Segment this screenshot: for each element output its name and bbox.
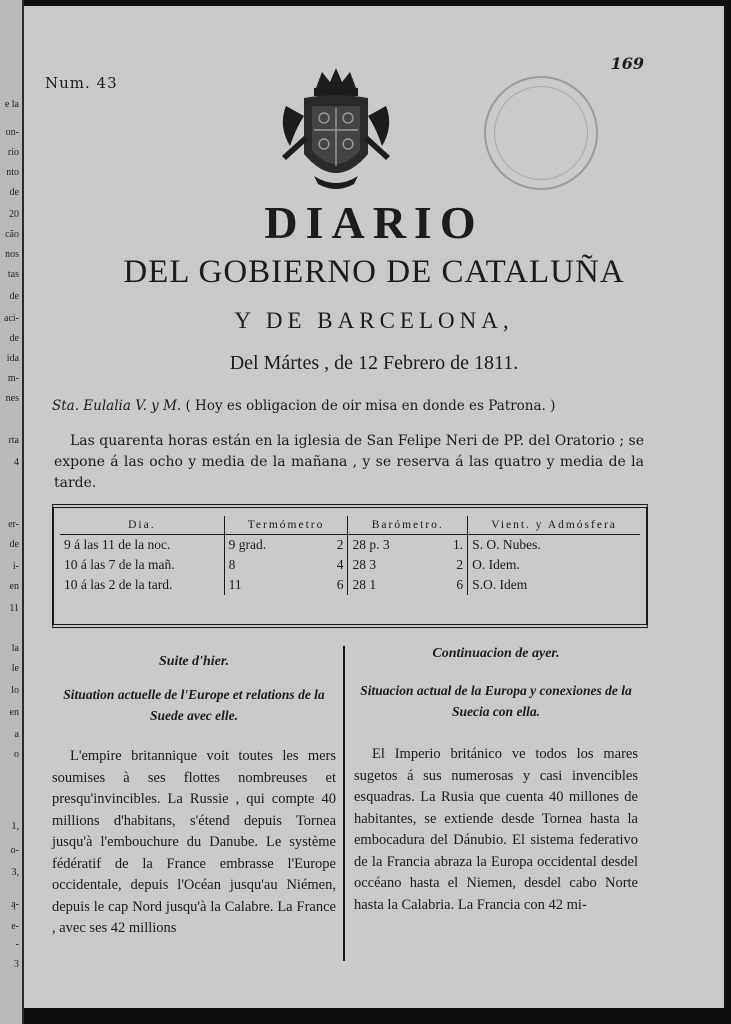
weather-row <box>60 555 640 575</box>
spanish-column-subheading: Situacion actual de la Europa y conexiones de la Suecia con ella. <box>360 683 632 719</box>
barometer-inches: 28 3 <box>352 557 377 572</box>
adjacent-page-text-fragment: nto <box>6 167 19 178</box>
adjacent-page-text-fragment: nos <box>5 249 19 260</box>
masthead-subtitle: DEL GOBIERNO DE CATALUÑA <box>123 254 625 290</box>
weather-header-wind: Vient. y Admósfera <box>468 516 640 535</box>
adjacent-page-text-fragment: 4 <box>14 457 19 468</box>
spanish-column <box>354 646 638 916</box>
thermometer-fraction: 4 <box>336 557 344 572</box>
adjacent-page-text-fragment: de <box>9 539 19 550</box>
royal-coat-of-arms-icon <box>274 66 398 198</box>
adjacent-page-text-fragment: 11 <box>9 603 19 614</box>
adjacent-page-text-fragment: o- <box>10 845 19 856</box>
weather-thermometer <box>224 555 348 575</box>
adjacent-page-edge <box>0 0 24 1024</box>
adjacent-page-text-fragment: m- <box>7 373 19 384</box>
adjacent-page-text-fragment: rta <box>8 435 19 446</box>
weather-barometer <box>348 535 468 556</box>
weather-thermometer <box>224 535 348 556</box>
adjacent-page-text-fragment: o <box>14 749 19 760</box>
forty-hours-notice: Las quarenta horas están en la iglesia de San Felipe Neri de PP. del Oratorio ; se expone á las ocho y media de la mañana , y se reserva á las quatro y media de la tarde. <box>54 433 644 491</box>
adjacent-page-text-fragment: rio <box>7 147 19 158</box>
masthead-subtitle-2: Y DE BARCELONA, <box>234 308 514 333</box>
adjacent-page-text-fragment: en <box>9 581 19 592</box>
french-column-subheading: Situation actuelle de l'Europe et relations de la Suede avec elle. <box>63 687 325 723</box>
thermometer-degrees: 11 <box>228 577 242 592</box>
adjacent-page-text-fragment: i- <box>12 561 19 572</box>
french-column-body: L'empire britannique voit toutes les mers soumises à ses flottes nombreuses et presqu'invincibles. La Russie , qui compte 40 millions d'habitans, s'étend depuis Tornea jusqu'à l'embouchure du Danube. Le système fédératif de la France embrasse l'Europe occidentale, depuis l'Océan jusqu'au Niémen, depuis le cap Nord jusqu'à la Calabre. La France , avec ses 42 millions <box>52 748 336 936</box>
issue-number: Num. 43 <box>45 74 118 92</box>
spanish-column-body: El Imperio británico ve todos los mares sugetos á sus numerosas y casi invencibles esquadras. La Rusia que cuenta 40 millones de habitantes, se extiende desde Tornea hasta la embocadura del Dánubio. El sistema federativo de la Francia abraza la Europa occidental desdel occéano hasta el Niemen, desdel cabo Norte hasta la Calabria. La Francia con 42 mi- <box>354 746 638 913</box>
adjacent-page-text-fragment: a <box>14 729 19 740</box>
weather-barometer <box>348 555 468 575</box>
adjacent-page-text-fragment: tas <box>7 269 19 280</box>
adjacent-page-text-fragment: aci- <box>4 313 19 324</box>
weather-header-thermometer: Termómetro <box>224 516 348 535</box>
library-stamp-icon <box>484 76 598 190</box>
adjacent-page-text-fragment: e- <box>11 921 19 932</box>
weather-wind: S.O. Idem <box>472 577 528 592</box>
adjacent-page-text-fragment: e la <box>4 99 19 110</box>
adjacent-page-text-fragment: nes <box>5 393 19 404</box>
adjacent-page-text-fragment: lo <box>11 685 19 696</box>
adjacent-page-text-fragment: en <box>9 707 19 718</box>
weather-barometer <box>348 575 468 595</box>
newspaper-page <box>24 6 724 1008</box>
weather-row <box>60 575 640 595</box>
weather-time: 10 á las 2 de la tard. <box>60 575 224 595</box>
saint-note: ( Hoy es obligacion de oir misa en donde es Patrona. ) <box>185 398 556 414</box>
adjacent-page-text-fragment: cão <box>5 229 19 240</box>
weather-thermometer <box>224 575 348 595</box>
weather-time: 9 á las 11 de la noc. <box>60 535 224 556</box>
adjacent-page-text-fragment: ida <box>6 353 19 364</box>
adjacent-page-text-fragment: 1, <box>11 821 19 832</box>
barometer-lines: 6 <box>456 577 464 592</box>
weather-row <box>60 535 640 556</box>
issue-date: Del Mártes , de 12 Febrero de 1811. <box>229 352 519 374</box>
french-column-heading: Suite d'hier. <box>158 654 230 669</box>
weather-table <box>60 516 640 595</box>
barometer-inches: 28 1 <box>352 577 377 592</box>
masthead-title: DIARIO <box>264 197 484 248</box>
adjacent-page-text-fragment: de <box>9 187 19 198</box>
barometer-lines: 2 <box>456 557 464 572</box>
adjacent-page-text-fragment: er- <box>8 519 19 530</box>
weather-header-day: Dia. <box>60 516 224 535</box>
weather-time: 10 á las 7 de la mañ. <box>60 555 224 575</box>
saint-name: Sta. Eulalia V. y M. <box>52 398 182 414</box>
adjacent-page-text-fragment: 20 <box>9 209 19 220</box>
adjacent-page-text-fragment: 3, <box>11 867 19 878</box>
barometer-lines: 1. <box>452 537 464 552</box>
french-column <box>52 654 336 940</box>
saint-of-the-day <box>52 398 692 414</box>
adjacent-page-text-fragment: on- <box>5 127 19 138</box>
column-divider <box>343 646 345 961</box>
weather-wind: O. Idem. <box>472 557 520 572</box>
weather-header-barometer: Barómetro. <box>348 516 468 535</box>
adjacent-page-text-fragment: ą- <box>11 899 19 910</box>
weather-wind: S. O. Nubes. <box>472 537 541 552</box>
weather-table-frame <box>52 504 648 628</box>
adjacent-page-text-fragment: 3 <box>14 959 19 970</box>
thermometer-degrees: 9 grad. <box>228 537 267 552</box>
adjacent-page-text-fragment: de <box>9 333 19 344</box>
adjacent-page-text-fragment: de <box>9 291 19 302</box>
barometer-inches: 28 p. 3 <box>352 537 390 552</box>
page-number: 169 <box>610 54 644 73</box>
thermometer-degrees: 8 <box>228 557 236 572</box>
adjacent-page-text-fragment: la <box>11 643 19 654</box>
thermometer-fraction: 2 <box>336 537 344 552</box>
spanish-column-heading: Continuacion de ayer. <box>432 646 560 661</box>
adjacent-page-text-fragment: - <box>15 939 19 950</box>
thermometer-fraction: 6 <box>336 577 344 592</box>
adjacent-page-text-fragment: le <box>11 663 19 674</box>
